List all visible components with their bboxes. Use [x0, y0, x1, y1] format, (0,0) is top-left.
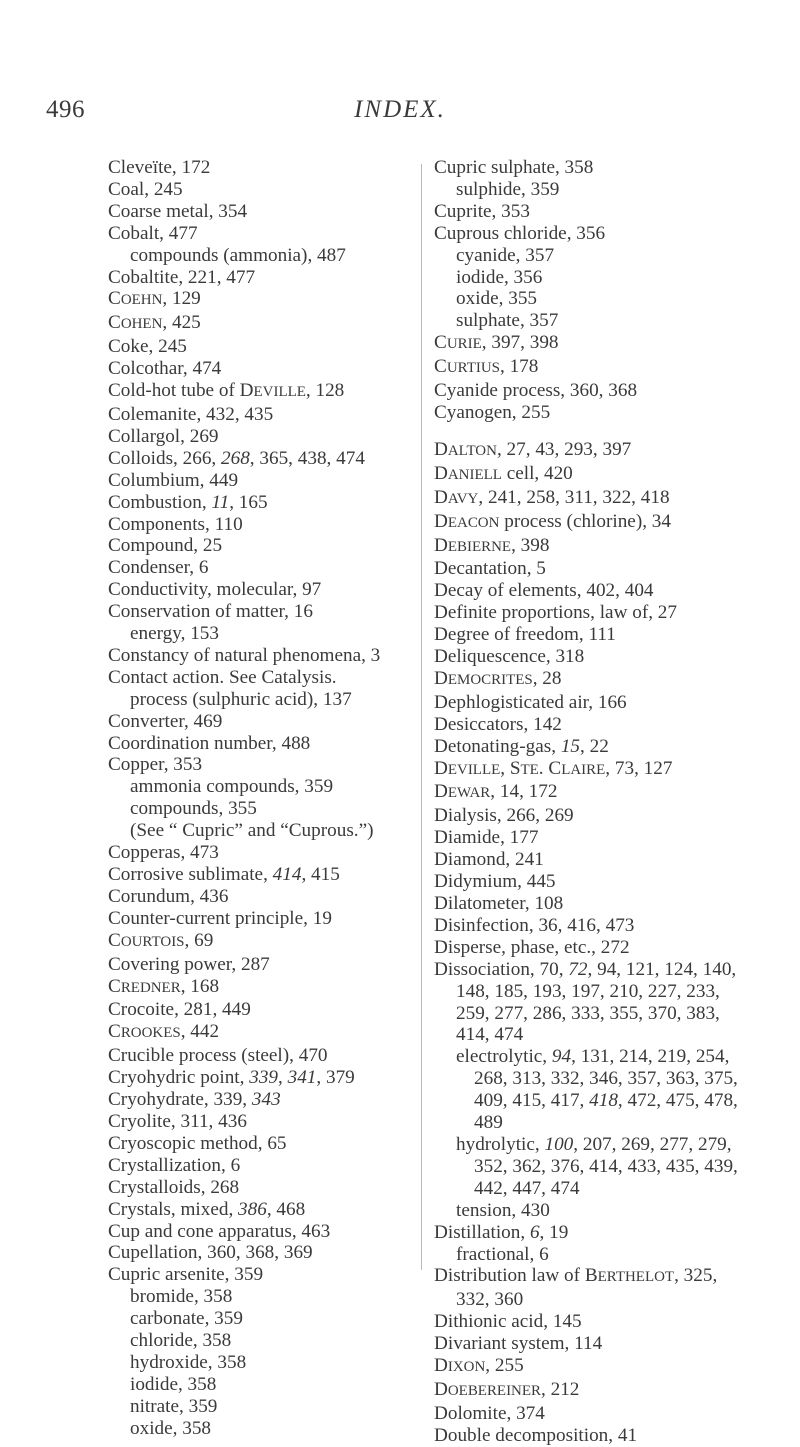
index-entry: Divariant system, 114 [434, 1333, 603, 1355]
column-divider [421, 164, 422, 1270]
index-entry: Disperse, phase, etc., 272 [434, 936, 630, 958]
index-entry: Cupellation, 360, 368, 369 [108, 1242, 313, 1264]
index-subentry: (See “ Cupric” and “Cuprous.”) [130, 820, 374, 842]
index-entry: Dialysis, 266, 269 [434, 805, 574, 827]
index-subentry: fractional, 6 [456, 1243, 549, 1265]
index-entry: Colemanite, 432, 435 [108, 403, 274, 425]
index-entry: Coal, 245 [108, 178, 183, 200]
index-entry: Definite proportions, law of, 27 [434, 602, 677, 624]
index-entry: Dolomite, 374 [434, 1402, 545, 1424]
index-entry: Conductivity, molecular, 97 [108, 579, 322, 601]
index-entry: DOEBEREINER, 212 [434, 1378, 580, 1400]
index-entry: Decantation, 5 [434, 558, 546, 580]
index-subentry: bromide, 358 [130, 1286, 233, 1308]
index-subentry: ammonia compounds, 359 [130, 776, 334, 798]
index-subentry: 352, 362, 376, 414, 433, 435, 439, [474, 1155, 738, 1177]
index-entry: CROOKES, 442 [108, 1021, 220, 1043]
index-entry: Columbium, 449 [108, 469, 239, 491]
index-entry: DEMOCRITES, 28 [434, 667, 562, 689]
index-entry: Didymium, 445 [434, 871, 556, 893]
index-entry: Cryohydrate, 339, 343 [108, 1089, 281, 1111]
index-entry: DEVILLE, STE. CLAIRE, 73, 127 [434, 757, 673, 779]
index-entry: Distillation, 6, 19 [434, 1221, 569, 1243]
index-entry: CURIE, 397, 398 [434, 332, 559, 354]
index-entry: Contact action. See Catalysis. [108, 666, 337, 688]
index-entry: Colcothar, 474 [108, 358, 222, 380]
index-entry: Coke, 245 [108, 336, 187, 358]
index-entry: DEWAR, 14, 172 [434, 781, 558, 803]
index-subentry: sulphate, 357 [456, 310, 559, 332]
index-entry: COEHN, 129 [108, 288, 201, 310]
running-head: INDEX. [354, 96, 446, 123]
index-subentry: compounds, 355 [130, 798, 257, 820]
index-subentry: cyanide, 357 [456, 244, 555, 266]
index-entry: Cuprite, 353 [434, 200, 530, 222]
index-subentry: 148, 185, 193, 197, 210, 227, 233, [456, 980, 720, 1002]
index-entry: Crystals, mixed, 386, 468 [108, 1198, 306, 1220]
index-entry: Detonating-gas, 15, 22 [434, 735, 609, 757]
index-entry: Counter-current principle, 19 [108, 907, 332, 929]
index-subentry: process (sulphuric acid), 137 [130, 688, 352, 710]
page-number: 496 [46, 96, 85, 123]
index-entry: Cold-hot tube of DEVILLE, 128 [108, 380, 345, 402]
index-entry: Cupric arsenite, 359 [108, 1264, 264, 1286]
index-entry: Cuprous chloride, 356 [434, 222, 606, 244]
index-column-left [108, 157, 408, 1440]
index-entry: Desiccators, 142 [434, 713, 562, 735]
index-entry: Cobaltite, 221, 477 [108, 266, 256, 288]
index-subentry: energy, 153 [130, 623, 219, 645]
index-entry: Cyanide process, 360, 368 [434, 380, 638, 402]
index-entry: Corrosive sublimate, 414, 415 [108, 864, 340, 885]
index-entry: Cyanogen, 255 [434, 401, 551, 423]
index-entry: Cryolite, 311, 436 [108, 1110, 247, 1132]
index-entry: Condenser, 6 [108, 557, 209, 579]
index-entry: Combustion, 11, 165 [108, 491, 268, 513]
index-entry: Dephlogisticated air, 166 [434, 691, 627, 713]
index-entry: Dilatometer, 108 [434, 893, 564, 914]
index-entry: DIXON, 255 [434, 1355, 524, 1377]
index-entry: Converter, 469 [108, 710, 223, 732]
index-subentry: oxide, 355 [456, 288, 538, 310]
index-entry: Components, 110 [108, 513, 243, 535]
index-entry: Degree of freedom, 111 [434, 624, 616, 646]
index-entry: Cryoscopic method, 65 [108, 1132, 287, 1154]
index-entry: Dissociation, 70, 72, 94, 121, 124, 140, [434, 958, 737, 980]
index-subentry: chloride, 358 [130, 1330, 232, 1352]
index-subentry: 414, 474 [456, 1024, 524, 1046]
index-subentry: 489 [474, 1112, 503, 1134]
index-entry: Diamond, 241 [434, 849, 544, 871]
index-entry: Cobalt, 477 [108, 222, 198, 244]
index-entry: Distribution law of BERTHELOT, 325, [434, 1265, 718, 1287]
index-entry: Deliquescence, 318 [434, 646, 585, 668]
index-entry: Covering power, 287 [108, 953, 270, 975]
index-subentry: carbonate, 359 [130, 1308, 243, 1330]
index-subentry: 268, 313, 332, 346, 357, 363, 375, [474, 1068, 738, 1090]
index-entry: Cupric sulphate, 358 [434, 157, 594, 178]
index-entry: Crystallization, 6 [108, 1154, 241, 1176]
index-entry: Colloids, 266, 268, 365, 438, 474 [108, 447, 365, 469]
index-entry: Copper, 353 [108, 754, 203, 776]
index-entry: Collargol, 269 [108, 425, 219, 447]
index-entry: Coarse metal, 354 [108, 200, 248, 222]
index-entry: CURTIUS, 178 [434, 356, 539, 378]
index-subentry: 442, 447, 474 [474, 1177, 580, 1199]
index-subentry: 332, 360 [456, 1289, 524, 1311]
index-subentry: 259, 277, 286, 333, 355, 370, 383, [456, 1002, 720, 1024]
index-entry: Crystalloids, 268 [108, 1176, 240, 1198]
index-entry: Coordination number, 488 [108, 732, 311, 754]
index-entry: COURTOIS, 69 [108, 929, 214, 951]
index-entry: Decay of elements, 402, 404 [434, 580, 654, 602]
index-entry: Double decomposition, 41 [434, 1424, 638, 1446]
index-entry: COHEN, 425 [108, 312, 201, 334]
index-subentry: electrolytic, 94, 131, 214, 219, 254, [456, 1046, 730, 1068]
index-subentry: nitrate, 359 [130, 1395, 218, 1417]
index-subentry: iodide, 358 [130, 1373, 217, 1395]
index-subentry: oxide, 358 [130, 1417, 212, 1439]
index-entry: Dithionic acid, 145 [434, 1311, 582, 1333]
page-header [0, 96, 800, 132]
index-entry: Cleveïte, 172 [108, 157, 211, 178]
index-entry: DEBIERNE, 398 [434, 534, 550, 556]
index-entry: Cup and cone apparatus, 463 [108, 1220, 331, 1242]
index-subentry: tension, 430 [456, 1199, 550, 1221]
index-subentry: 409, 415, 417, 418, 472, 475, 478, [474, 1090, 738, 1112]
index-entry: CREDNER, 168 [108, 975, 220, 997]
index-entry: Disinfection, 36, 416, 473 [434, 914, 635, 936]
index-entry: Compound, 25 [108, 535, 223, 557]
index-entry: DANIELL cell, 420 [434, 462, 573, 484]
index-entry: Diamide, 177 [434, 827, 539, 849]
index-subentry: hydroxide, 358 [130, 1351, 247, 1373]
index-subentry: hydrolytic, 100, 207, 269, 277, 279, [456, 1133, 732, 1155]
index-entry: Crocoite, 281, 449 [108, 999, 251, 1021]
index-entry: DALTON, 27, 43, 293, 397 [434, 438, 632, 460]
index-entry: DEACON process (chlorine), 34 [434, 510, 671, 532]
index-entry: Conservation of matter, 16 [108, 601, 313, 623]
index-entry: DAVY, 241, 258, 311, 322, 418 [434, 486, 670, 508]
index-entry: Corundum, 436 [108, 885, 229, 907]
index-subentry: compounds (ammonia), 487 [130, 244, 346, 266]
index-entry: Copperas, 473 [108, 842, 219, 864]
index-entry: Cryohydric point, 339, 341, 379 [108, 1067, 355, 1089]
index-entry: Crucible process (steel), 470 [108, 1045, 328, 1067]
index-entry: Constancy of natural phenomena, 3 [108, 644, 381, 666]
index-column-right [434, 157, 764, 1447]
index-subentry: sulphide, 359 [456, 178, 560, 200]
index-subentry: iodide, 356 [456, 266, 543, 288]
